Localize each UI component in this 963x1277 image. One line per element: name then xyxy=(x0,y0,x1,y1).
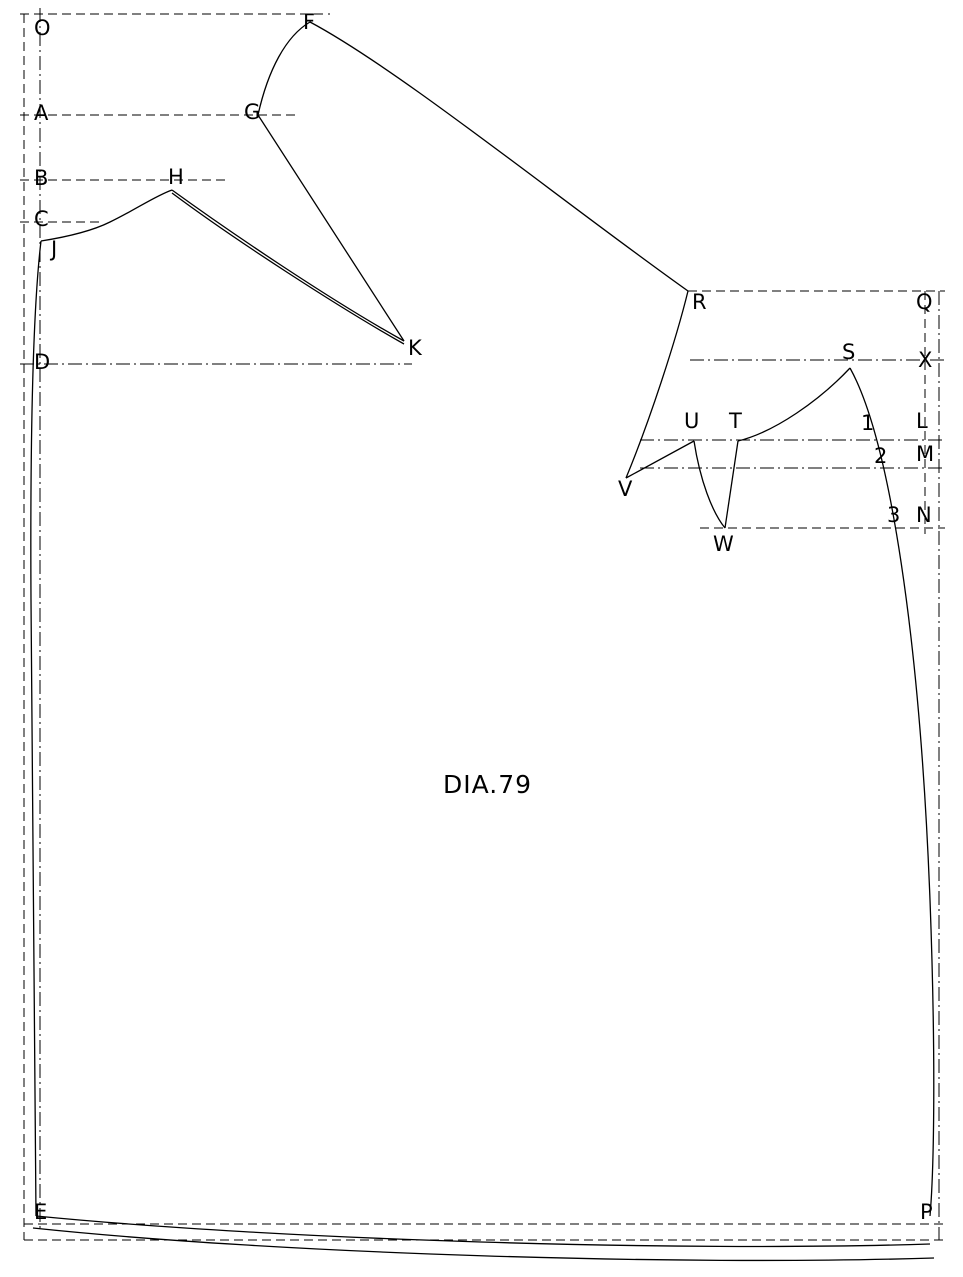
point-label-M: M xyxy=(916,442,935,466)
point-label-R: R xyxy=(692,290,707,314)
point-label-J: J xyxy=(51,237,58,261)
point-label-S: S xyxy=(842,340,856,364)
point-label-E: E xyxy=(34,1200,48,1224)
point-label-1: 1 xyxy=(861,411,875,435)
point-label-U: U xyxy=(684,409,700,433)
point-label-2: 2 xyxy=(874,444,888,468)
front-edge-J-E xyxy=(31,241,41,1216)
dart-V-U xyxy=(626,441,694,478)
point-label-F: F xyxy=(303,10,316,34)
point-label-H: H xyxy=(168,165,184,189)
cap-T-S xyxy=(738,368,850,441)
neckline-curve-J-H xyxy=(41,190,172,241)
diagram-title: DIA.79 xyxy=(443,770,533,799)
point-label-A: A xyxy=(34,101,49,125)
point-label-B: B xyxy=(34,166,49,190)
sleeve-top-F-R xyxy=(310,22,688,291)
dart-W-T xyxy=(725,441,738,528)
point-label-V: V xyxy=(618,477,633,501)
point-label-O: O xyxy=(34,16,51,40)
sleeve-head-G-F xyxy=(258,22,310,115)
armhole-K-G xyxy=(258,115,404,341)
hem-lower-E-P xyxy=(33,1228,934,1260)
dart-U-W xyxy=(694,441,725,528)
point-label-N: N xyxy=(916,503,932,527)
point-label-W: W xyxy=(713,532,734,556)
hem-E-P xyxy=(36,1216,930,1246)
construction-lines xyxy=(20,8,945,1240)
pattern-outline xyxy=(31,22,934,1260)
point-label-L: L xyxy=(916,409,928,433)
body-S-P xyxy=(850,368,934,1216)
point-label-P: P xyxy=(920,1200,933,1224)
point-label-3: 3 xyxy=(887,503,901,527)
point-label-T: T xyxy=(729,409,742,433)
point-label-K: K xyxy=(408,336,422,360)
point-label-C: C xyxy=(34,207,49,231)
point-label-D: D xyxy=(34,350,51,374)
point-label-G: G xyxy=(244,100,261,124)
point-label-X: X xyxy=(918,348,933,372)
point-label-Q: Q xyxy=(916,290,933,314)
shoulder-H-K xyxy=(172,190,404,341)
